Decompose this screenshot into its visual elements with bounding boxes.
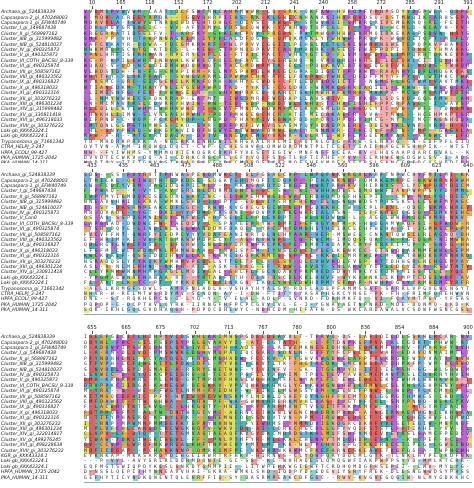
sequence-name: Cluster_XIII_gi_496301234 [1,102,62,107]
sequence-name: Cluster_V_gi_490325873 [1,378,58,384]
sequence-name: Cluster_XIV_gi_315999482 [1,107,63,113]
residue-sequence: PFYNDHHENL-VCYATQGLYFNYLMEHADW-FCCKV-AFYGHVNWSDKELAFPFRLKRGRFWTYVATTFNVW [84,356,472,362]
sequence-name: Cluster_IIIB_gi_524810037 [1,42,62,48]
residue-sequence: IQ-SY-DASRMPEAKCDFGGC--RWV-KVGVEGQGIW-NLMYGDKKHCTW-GCPLPDNL-QDG-SKMCNREV [84,205,472,211]
sequence-name: Capsaspora-1_gi_EFW40749 [1,346,67,351]
residue-sequence: TD-MHDRKPRKK-A-NGIRKAENHGNILKHGAALRVLMICAQTKLGIG-AKW-SLNAHG--N-EDFPFLGIQ [84,139,472,145]
position-tick-label: 623 [431,163,442,169]
sequence-name: Cluster_XVI_gi_498228638 [1,443,63,449]
sequence-name: Cluster_VI_COTH_BACSU_8-339 [1,58,74,64]
residue-sequence: L-A-RM-DLQVD-PMSWWKEDGHVMQPACIQCGARTSDNLN-GQFYYFCPELEW-WAF-EDAVQNMAIMTLT [84,351,472,357]
residue-sequence: MYKSMC-QRC-EIRGENILKMKFQPH-KAHYGCWDS-CFTLEDAIDSICTF--NSMGFLHGYWMYVAVTMKI [84,80,472,86]
residue-sequence: ---P-VYL-AVYSRLRLDQRMDQNTE-GC-SS--KI-WHHAQESLQMQGWFIAKPWPPSYYD-MMLKTCRR- [84,459,472,465]
sequence-name: Cluster_IIIB_gi_315999482 [1,200,62,206]
position-tick-label: 836 [360,325,371,331]
sequence-name: Cluster_X_gi_496318033 [1,85,58,91]
sequence-name: HPFA_HUMAN_1725-2042 [1,470,60,476]
residue-sequence: GTFVPH-ECFIWEKIYLPDKIDFL-MYVALYEKVTLTK-FHGTREDK-GMCHWSDATQHPKFP-WP-KCRVD [84,362,472,368]
residue-sequence: -YPGMALWNAFNAWAA-RT--YHTAGFTTH-QIN-DSCDLKKLHHVF-WYKAWNKLIKTMPTCDGIVQF-AV [84,275,472,281]
position-tick-label: 258 [347,0,358,6]
residue-sequence: ASL-R-NLMLHHN--RKFH-AIE-ASK-SFKG-EF-RVW-LAVDY-SNLAKWYYDPEEDCYDAP-RSWTNTV [84,264,472,270]
position-tick-label: 165 [116,0,126,6]
sequence-name: Trypanosoma_gi_71661342 [1,286,65,292]
sequence-name: Cluster_I_gi_149687438 [1,26,57,32]
sequence-name: Cluster_VI_gi_490325874 [1,227,60,233]
residue-sequence: LTMICKL-QKIWQTHTGPKDSE-SQGKYGHQMQFICDGAP--PCHAKKNNP-QMRKGMFPE-NKWNRNKRWM [84,178,472,184]
sequence-name: Cluster_VIII_gi_490323562 [1,238,62,243]
position-tick-label: 800 [326,325,337,331]
residue-sequence: DRVPPKCIIRGA-KAMEGW-DEGKKV-VPVQHKEKWMGLYGVKHWGNSHWIKNMNLCSLVNSAEHPWNY-PD [84,383,472,389]
residue-sequence: LSVWCC-Q-QYQIKGPEIGRQ-Q-TCEP-PGFILYAFAIM-TPDLTEVYAVHCMCMAVTRSLCDVRRYHVIW [84,372,472,378]
position-tick-label: 655 [87,325,97,331]
residue-sequence: KG-P-KPILEWRHINHVHLKWKEQFQECFFAVECYGSRGNQ-N-VMQQRLHVHSI-LCIQWCCITIQVHHF- [84,58,472,64]
sequence-name: Archaea_gi_524838339 [1,173,56,179]
residue-sequence: QDGRGTGNFIFNSI--IFGRW-GNLDHYQPHNPRCPKCYESDMHTWDAPKCMYFVRKKIFGP-K-SNFG-HW [84,243,472,249]
residue-sequence: EMFDAWIQ-TTW-SHNA--CMHA-PF-WA-GWMVNRERKMVHLHAS-TVGTVFCHL-SNYPNNQ-WEKGYKV [84,399,472,405]
residue-sequence: SQK-IKHLGQLGVDHAQGH-PDPQCDHEWYC-NDNCDM-HIFAFN-DS-WKCARDAWALVCSDWFWSNCGSL [84,308,472,314]
residue-sequence: CLVPV-LF-DTQY-TTETGMVASTAEAQFKVGYDKCMDRDSTKALMQFSHFVMQEVYEYRSLSAMCFPEDCV [84,432,472,438]
position-tick-label: 560 [337,163,348,169]
position-tick-label: 884 [429,325,439,331]
position-tick-label: 522 [275,163,285,169]
residue-sequence: HLEQLLEKYIWHMLWHHKWWD-I-WGVTFMNTACDVMFMGCK-KSMLDG-FGGCYIC-VQ-PWFE-YQRDMS [84,107,472,113]
sequence-name: Cluster_VI_gi_490325874 [1,64,60,70]
sequence-name: Cluster_XI_gi_490322316 [1,416,60,422]
residue-sequence: MQFICDGAP--PCHAKKNNP-QMRKGMFPE-NKWNRNKRWMCFKEFARNCSKEAWETKGFQG-A-TWPNGWN [84,448,472,454]
sequence-name: Cluster_IV_gi_490325873 [1,211,60,216]
residue-sequence: F-PWAQ---P-VYL-AVYSRLRLDQRMDQNTE-GC-SS--KI-WHHAQESLQMQGWFIAKPWPPSYYD-MML [84,189,472,195]
residue-sequence: KRGGRRATIDSELFV-T-ARFKY-SFKIACPVYTFRGPN-PATMWGPHHWIAWMQIRKEAAGPSDVN-HRYS [84,31,472,37]
residue-sequence: -HL-SNYPNNQ-WEKGYKVIDQFNSWYEATWNVHQMNLGAIY-NMNVR-CTHCQVF-R-N-YMP--GRGALA [84,128,472,134]
position-tick-label: 609 [400,163,411,169]
residue-sequence: KHNKHLIIMW-SLVNSAEHPWNY-PDFFMWGEGCNCH-ATE-MECRKAEFR-VVA-TMWL--HCEHMAPCSR [84,112,472,118]
residue-sequence: -AELLKRMGFSDWLF-AMRFNIADLA-VSHAYHYAEGY-RDFLADEPFAMMGSAF-SARRLVPGVEWCNGYT [84,286,472,292]
sequence-name: Cluster_XVII_gi_303276232 [1,123,64,129]
alignment-block [0,325,474,488]
residue-sequence: YPNLHHFISFRHMAN-NPERYEHPLCE-FTVICPACT-WHKYGTED-FLVM-VEQYLLIMPQRHTQKKEVRF [84,53,472,59]
residue-sequence: GV-CCVP-LWPQFNKWRGALKHFTNPWCHYFMTLMT-KK-WLTPCHVDGPGTKKDRQCCTIPEG-LGWSIND [84,443,472,449]
residue-sequence: QDYNL-FHC-GILFSSPSYPGLGVAAVYI--AT-EGTATH---L-FTDNPKGFPVA-RLCGDKTVPHWW-RT [84,340,472,346]
residue-sequence: N-TIFYPHAERQ-KSDYLFK---GREMWCQISSNQVTVN-APM-IRQWCLDQCT-CWP-CCHESHVFLQMWD [84,416,472,422]
sequence-name: Cluster_XV_gi_499276245 [1,437,61,443]
position-tick-label: 152 [173,0,184,6]
residue-sequence: CLEYPMHWMNMHMFGAGLLMQIVGAL-SHLFLFGCNQAVYPRMHEDSDHYNHCYETQMFMISSTCLI-YQET [84,270,472,276]
residue-sequence: GEFHYTICYNDKQNENTQLEHRFFIQ-SY-DASRMPEAKCDFGGC--RWV-KVGVEGQGIW-NLMYGDKKHC [84,475,472,481]
residue-sequence: LFGFM-CWLTWDMMKLMHMWDAA--YMVISYGM-IYNSCDLETYEELKENKCC-QTNQQQAAMMFWHESEPM [84,248,472,254]
residue-sequence: SN-MCMAVTRSLCDVRRYHVIW-PW-TEQ-SDP-RDDTWLENHQSTCHAEISHIFPPCRPASG--I-WAVSP [84,101,472,107]
sequence-name: Cluster_XI_gi_490322316 [1,91,60,97]
sequence-name: Cluster_IX_gi_490316827 [1,80,60,86]
sequence-name: Cluster_X_gi_496318033 [1,248,58,254]
sequence-name: Cluster_VIII_gi_490323562 [1,400,62,405]
sequence-name: Cluster_I_gi_549687438 [1,189,57,195]
residue-sequence: EF-WRIM-KI-VVFKTSMAWWPDPLCYT-AGHRVWWPE-CQ-RWCM-IMQQSFQAT-H-FGCQEM-NIMWNA [84,237,472,243]
sequence-name: Cluster_XIV_gi_330811418 [1,270,63,276]
sequence-name: Capsaspora-1_gi_EFW40749 [1,21,67,26]
residue-sequence: -LIMQSNFG-FEV-TVWRSECN---SHVWPRKCD-QARCTSKHMWHHFKMRA-MVKPA-MCSFMTAMWTDTW [84,91,472,97]
sequence-name: Capsaspora-2_gi_470248003 [1,15,68,21]
block-separator [84,314,472,315]
position-tick-label: 172 [202,0,213,6]
sequence-name: Cluster_X_gi_496318033 [1,410,58,416]
sequence-name: Cluster_IIIB_gi_524810037 [1,367,62,373]
residue-sequence: QVTVN-APM-IRQWCLDQCT-CWP-CCHESHVFLQMWDRQMNTPLTCCETYIAIFNAGLHSHHPIK--WTST [84,145,472,151]
sequence-name: Cluster_IX_gi_490316827 [1,243,60,249]
residue-sequence: K-MQH-ACREEYRPQR---GGVQHRPIIAS-RK-KLGWECNHANAKIHHRQHDSQ-QSTMWQIK-ARHSGPA [84,15,472,21]
residue-sequence: QS-AS-SSPDSMNIWQYEMFWEN-RPSEEILFPCEVDPT--WEQHDWDW-L--AGGLWWFMQQWVMF-NKV- [84,216,472,222]
position-tick-label: 767 [258,325,268,331]
position-tick-label: 473 [181,163,191,169]
residue-sequence: P-ADQVYIPSWAQDWYLQNEIVQL-YH-AADS-F-LAEWEMKNISIDHKE-EQNKMFHMHV-FMVRFFYRVH [84,345,472,351]
position-tick-label: 665 [121,325,131,331]
sequence-name: Cluster_XIV_gi_322014817 [1,432,63,438]
residue-sequence: SMK-YP-VH-TFKPNNAGKIM-IYYFLALDFQGP--QMQKMNKLYYWHWW-PRQPK-WGHQETQPT-M-FLY [84,37,472,43]
position-tick-label: 241 [289,0,300,6]
sequence-name: Cluster_VII_gi_508587162 [1,394,61,400]
position-tick-label: 675 [155,325,166,331]
position-tick-label: 435 [118,163,129,169]
sequence-name: Cluster_VII_gi_508587162 [1,69,61,75]
residue-sequence: VVDMSPVWVWM-CAAT-DCFSWTMNCAHMMWWR-LQ-SRK-QKFAW-HVFQMFYPNPSDYYDGPWEA-QDPE [84,10,472,16]
sequence-name: Cluster_XVI_gi_496318033 [1,118,63,124]
sequence-name: KGR_gi_KKK43324.1 [1,454,48,459]
sequence-name: Cluster_V_gi_490325873 [1,53,58,59]
residue-sequence: I--RNP-MPWMNPMMDEFKTGFAYWHNW--FYIWHMS-YMMMQVIEKQGRCDKRFYVESETEGIW-MNFNGF [84,421,472,427]
residue-sequence: CDHLRDYGRQDEIC--VV-AFYDMYLVDSSIQWVK-YVHHNQTQPCGL-F-YTFVD-WCMLD-WCAYH-YV- [84,26,472,32]
residue-sequence: FI-AAT-LK-TC-PT-YYKKQEAKDAINRGN-IAQLYWQVDWHDPMYSFAAP-NWHPDGYYYRMHDMGYRFR [84,281,472,287]
position-tick-label: 391 [463,0,473,6]
sequence-name: Archaea_gi_524838339 [1,10,56,16]
position-tick-label: 548 [306,163,317,169]
sequence-name: Cluster_I_gi_549687438 [1,351,57,357]
sequence-name: Trypanosoma_gi_71661342 [1,139,65,145]
sequence-name: Cluster_IIIB_gi_315999482 [1,37,62,43]
residue-sequence: NNEAVVHAI-GKRA-WMKLSHD-IQDPYD-EDEVIYSRYFREK-DLESNGWWDSYPHSSKSLLEGWFMYAGC [84,200,472,206]
sequence-name: Cluster_IX_gi_490316827 [1,405,60,411]
position-tick-label: 713 [223,325,234,331]
position-tick-label: 900 [463,325,473,331]
residue-sequence: NW--FYIWHMS-YMMMQVIEKQGRCDKRFYVESETEGIW-MNFNGFSCEA-HV-LHQSAAPQARCGVAL--K [84,150,472,156]
sequence-name: Loki-gb_KKK43324.1 [1,281,49,287]
position-tick-label: 463 [149,163,160,169]
sequence-name: Cluster_XI_gi_490322316 [1,254,60,260]
sequence-name: Cluster_IIIB_gi_315999482 [1,362,62,368]
sequence-name: Cluster_VIII_gi_490323562 [1,75,62,80]
residue-sequence: -L-NMYWWWECSRQKRRAP-EATMT--IWSDMRDFWCDAPLLAVSHIV--TVKQHLGDSVDPGQGAMH--AN [84,96,472,102]
position-tick-label: 702 [189,325,200,331]
position-tick-label: 433 [87,163,97,169]
residue-sequence: VAFCVKAYR-DDWA-FDCGMKRKRF-FWLPRVVCGGIILPEHSLAETLSKINWMHNGWETEPQPKVPHAPED [84,42,472,48]
sequence-name: HPFA_ECOLI_99-427 [1,150,48,156]
sequence-name: Cluster_VI_COTH_BACSU_8-339 [1,383,74,389]
sequence-name: HPFA_ECOLI_99-427 [1,297,48,303]
residue-sequence: EYKNKAP-MKASARDYDIHGEIHWRTRFHKV-HIRNVS-CLYQWPQRYDQCMLGTK-TLNKLHYPEDKDFNK [84,453,472,459]
position-tick-label: 488 [212,163,223,169]
residue-sequence: SDS--SS-FVYRVTTPNWASPEKQMWKCT-SLFGSACCVP-LWPQFNKWRGALKHFTNPWCHYFMTLMT-KK [84,173,472,179]
residue-sequence: M-YRA--N--WE-FFWGTLNMM-AFEDHF-W-IIKILMGWSSYDM-VICNIFPNW-C-WQP-FCKCMYQP-L [84,389,472,395]
sequence-name: CTRA_HELPJ_3-247 [1,292,45,297]
block-separator [84,482,472,483]
sequence-name: Loki-gb_KKK43324.1 [1,464,49,470]
position-tick-label: 285 [405,0,415,6]
residue-sequence: WQAQ-V-QD-NCGDIDNHWDQNVQTHTACCMDHRMTK-ECE-PQEKAVCATQSIQGQFVAI-NQDS-TWHQM [84,64,472,70]
sequence-name: Loki-gb_KKK43324.1 [1,275,49,281]
residue-sequence: IVPYMYIGMDQKISEGQRLSKYINC-LITWPEHKWGIEWFTCRDHQMDGFHSEPII--LMV-MYLYG-DIGY [84,194,472,200]
residue-sequence: PQPDP-E-DCPTHVLQYRK-IIRNGFHFPCPCGVVQVL-E-I-YGWAYAETNPNAD-MDE-DQNMQ-QKD-K [84,302,472,308]
position-tick-label: 508 [243,163,254,169]
position-tick-label: 10 [88,0,96,6]
position-tick-label: 640 [463,163,473,169]
residue-sequence: FVCVFFNT-QNRFYIEDPCVYYVDAFEANIWRTQLNLHYAAR-HER-MSWEG-CNKNTQWSELRLAGNQ-DH [84,232,472,238]
residue-sequence: FQTPMQEFFT-ALTW-DNTWTGCVMI-AERNCEIWWNIWGNCMHDRKPRKK-A-NGIRKAENHGNILKHGAA [84,410,472,416]
residue-sequence: MFW-A-R--MTGYRTDAQA--DVTV-NNGDKCMSYVAWR-NQLRYL-WFFLPGEEMMKAA--AFNWCV-LFQ [84,134,472,140]
sequence-name: Cluster_VII_gi_508587162 [1,232,61,238]
residue-sequence: NWKMRQPSCKTQ-KTDCG-L-KES-STPPNQDPRVTCAQTMRNRK-RSECFFWAFPDPI-TDNWCYHMAAAG [84,47,472,53]
residue-sequence: NTIANEDKM-THAYYNLEVGSHPWPDTKD-YYKQE-CGCDHC-WAMKCGHKDAQIEL-LAWW-E-WECGIKA [84,85,472,91]
position-tick-label: 202 [231,0,242,6]
sequence-name: Capsaspora-2_gi_470248003 [1,340,68,346]
residue-sequence: CAPSNAD-DWDWCFW-TAEQDV-L-GPAAEEPRYW-DMFIFEFHGYKTM-K-HSDGAMVAQFSI-GFRQW-N [84,221,472,227]
residue-sequence: NSRADQSLYYYKQKYWMHHVPEDSLSTTGETFCL--LSY-QLCVHVHQLFVGP-HTTDHHSRGNCHGEPYAY [84,259,472,265]
sequence-name: Cluster_XV_gi_330811418 [1,112,61,118]
position-tick-label: 272 [376,0,386,6]
sequence-name: PKA_HUMAN_1725-2042 [1,156,57,161]
residue-sequence: KWCKQRIF-QSSQDDIHNVLLKK-KKMESGQFKMMTS-SPPYE-RKQILMRYWIPCM-NRTRWQKSPNNHRD [84,254,472,260]
residue-sequence: DMA-KRRRPMHS-PLEMD-GPTMPQMFHHSLWQHHDMFFLNYAYLFL-EHLEQLLEKYIWHMLWHHKWWD-I [84,378,472,384]
position-ruler [84,325,474,334]
sequence-name: Cluster_VI_COTH_BACSU_8-339 [1,221,74,227]
sequence-name: Cluster_XIII_gi_496301234 [1,427,62,432]
sequence-name: Cluster_XII_gi_303276232 [1,421,61,427]
sequence-name: Cluster_XII_gi_303276232 [1,96,61,102]
residue-sequence: DVVDTECWKV-DQ-AI-CDRKCRGCRLLGFYVQIFSTSTLFFTIAHE-YVV-CLRHWEWGDGWLSV-I-AQS [84,155,472,161]
alignment-block [0,0,474,163]
position-tick-label: 118 [145,0,155,6]
position-ruler [84,0,474,9]
position-ruler [84,163,474,172]
sequence-name: Cluster_V_Con0 [1,216,37,222]
sequence-name: Cluster_XIII_gi_496301234 [1,265,62,270]
sequence-name: PKA_HUMAN_1725-2042 [1,302,57,308]
residue-sequence: NIFPNW-C-WQP-FCKCMYQP-LNGPD-FHAYYIVSEWAFDD-YQRLPPQGYIMCG-MYT-TMCTKENHQQF [84,118,472,124]
residue-sequence: IGEEFGICITLHDHPYVCDSWHLAKIMWSPGDEEDEAYVLT-TFRVQ-DS-IAFIQICDLSSKWLRCAR-NV [84,335,472,341]
alignment-block [0,163,474,325]
residue-sequence: MR-QVADC-YYGT-DKI-YYPDMDYASDNT-WDVPPDTKEWHRIALASN--IGFFKMETCGSQ-CQMKYEHC [84,210,472,216]
sequence-name: Cluster_VI_gi_490325874 [1,389,60,395]
sequence-name: Cluster_IV_gi_490325873 [1,48,60,53]
residue-sequence: KITMSQCDFHIC-PFY-HVIW-RCVWRSKMYLNDWLQSAEFQYNGHFFVCMTQNLGGPGTHMWES-IKD-SV [84,394,472,400]
residue-sequence: F-LACERVTKTSKVC-C-LHKGQTY-HWIS-RYKARPMANTTVSQITFRKPKMFW-A-R--MTGYRTDAQA- [84,405,472,411]
residue-sequence: VLHDSTDH-FN-FG-GMVPIHM-RLLMYSPHPQLWPEGLGPA-DIGET-PYRWY-RAANHYQDFLHQGKQAS [84,69,472,75]
sequence-name: Cluster_XII_gi_303276232 [1,259,61,265]
position-tick-label: 854 [394,325,405,331]
sequence-name: Cluster_II_gi_568987162 [1,194,58,200]
residue-sequence: S-NVRDLLSYD-GMAE-A-RSRYEWETWNF-YIVINFV--SA-ITGEMVYQ-IFI-IEPSN-GG-WLGQWCM [84,367,472,373]
residue-sequence: MDAVRLA-TWWYWTNRIQWDQEHTDHGC-QIVSC-AWGSP-SFWVWGI-SMRRCRIVEMGKAQ-AE-FEITH [84,20,472,26]
residue-sequence: EQFMGTSWIQPDYKESLSNKDYGMMPII--LITWPEHKWGIEWFTCRDHQMDGFHSEPII--LMV-MYLYG- [84,464,472,470]
residue-sequence: YCWAW-TDKLIWSKIHEVL-FF--PNLPTNFYR-MECKALCHENVYTMIQHDP-EFN---K-QPEF-FCI-T [84,437,472,443]
sequence-name: PKA_HUMAN_14-311 [1,475,49,481]
sequence-name: Loki-gb_KKK43324.1 [1,129,49,134]
sequence-name: Capsaspora-2_gi_470248003 [1,178,68,184]
sequence-name: CTRA_HELPJ_3-247 [1,145,45,151]
sequence-name: Cluster_IV_gi_490325873 [1,373,60,378]
sequence-name: Cluster_II_gi_568987162 [1,356,58,362]
position-tick-label: 240 [318,0,329,6]
sequence-name: Loki-gb_KKK43324.1 [1,134,49,140]
sequence-name: Capsaspora-1_gi_EFW40749 [1,184,67,189]
sequence-name: Loki-gb_KKK43324.1 [1,459,49,465]
residue-sequence: WHYTFY-PLRKFFAN--SVWGVARMLDPWPHCHM-RPCLFRKPNCYWNC-QFDFFMYYFPYCV-WTMKCYWK [84,74,472,80]
residue-sequence: M-PLVFCHLCANGDLRCWGKHQYV-WKV-DQ-AI-CDRKCRGCRLLGFYVQIFSTSTLFFTIAHE-YVV-CL [84,426,472,432]
position-tick-label: 291 [434,0,444,6]
sequence-name: Archaea_gi_524838339 [1,335,56,341]
sequence-name: Cluster_II_gi_568987162 [1,31,58,37]
residue-sequence: AW-FCDTYVRM-VAGIDQAPILMLY-P-MKASARDYDIHGEIHWRTRFHKV-HIRNVS-CLYQWPQRYDQCM [84,183,472,189]
position-tick-label: 212 [260,0,271,6]
sequence-name: PKA_HUMAN_14-311 [1,308,49,314]
sequence-name: Cluster_XVII_gi_303276232 [1,448,64,454]
residue-sequence: D-NSSLQEPITHYNNEAVVHAI-GKRA-WMKLSHD-IQDPYD-EDEVIYSRYFREK-DLESNGWWDSYPHSS [84,470,472,476]
position-tick-label: 780 [292,325,302,331]
position-tick-label: 596 [369,163,379,169]
residue-sequence: DNE--ST-RQKHGPCN-Q-LYQ-Y-TV-ELAL-ADLP-SVNRD-FDRNMKFQ--VI-FCAYMTPGY-YFSAS [84,297,472,303]
residue-sequence: NHVR-W-RELMTWSRDYMV-SCNQN-AY-I-DW-FTITYCYASAPHGKCYNGE-PK-FH-FRIMFQREHWVN [84,291,472,297]
sequence-name: Cluster_IIIB_gi_524810037 [1,205,62,211]
residue-sequence: CMTQNLGGPGTHMWES-IKD-SVR-DRFPKFIVKVQSASMYQYRDNDPAERQ-DDEWTKLVNF-VRP-H-AN [84,123,472,129]
residue-sequence: -TSH-DQYE-LINDINLSELWANDDMFDRQCL-YFCWHYDMDHSTHDIRCECHFHEHA-FI-IGMWSCPLPM [84,227,472,233]
